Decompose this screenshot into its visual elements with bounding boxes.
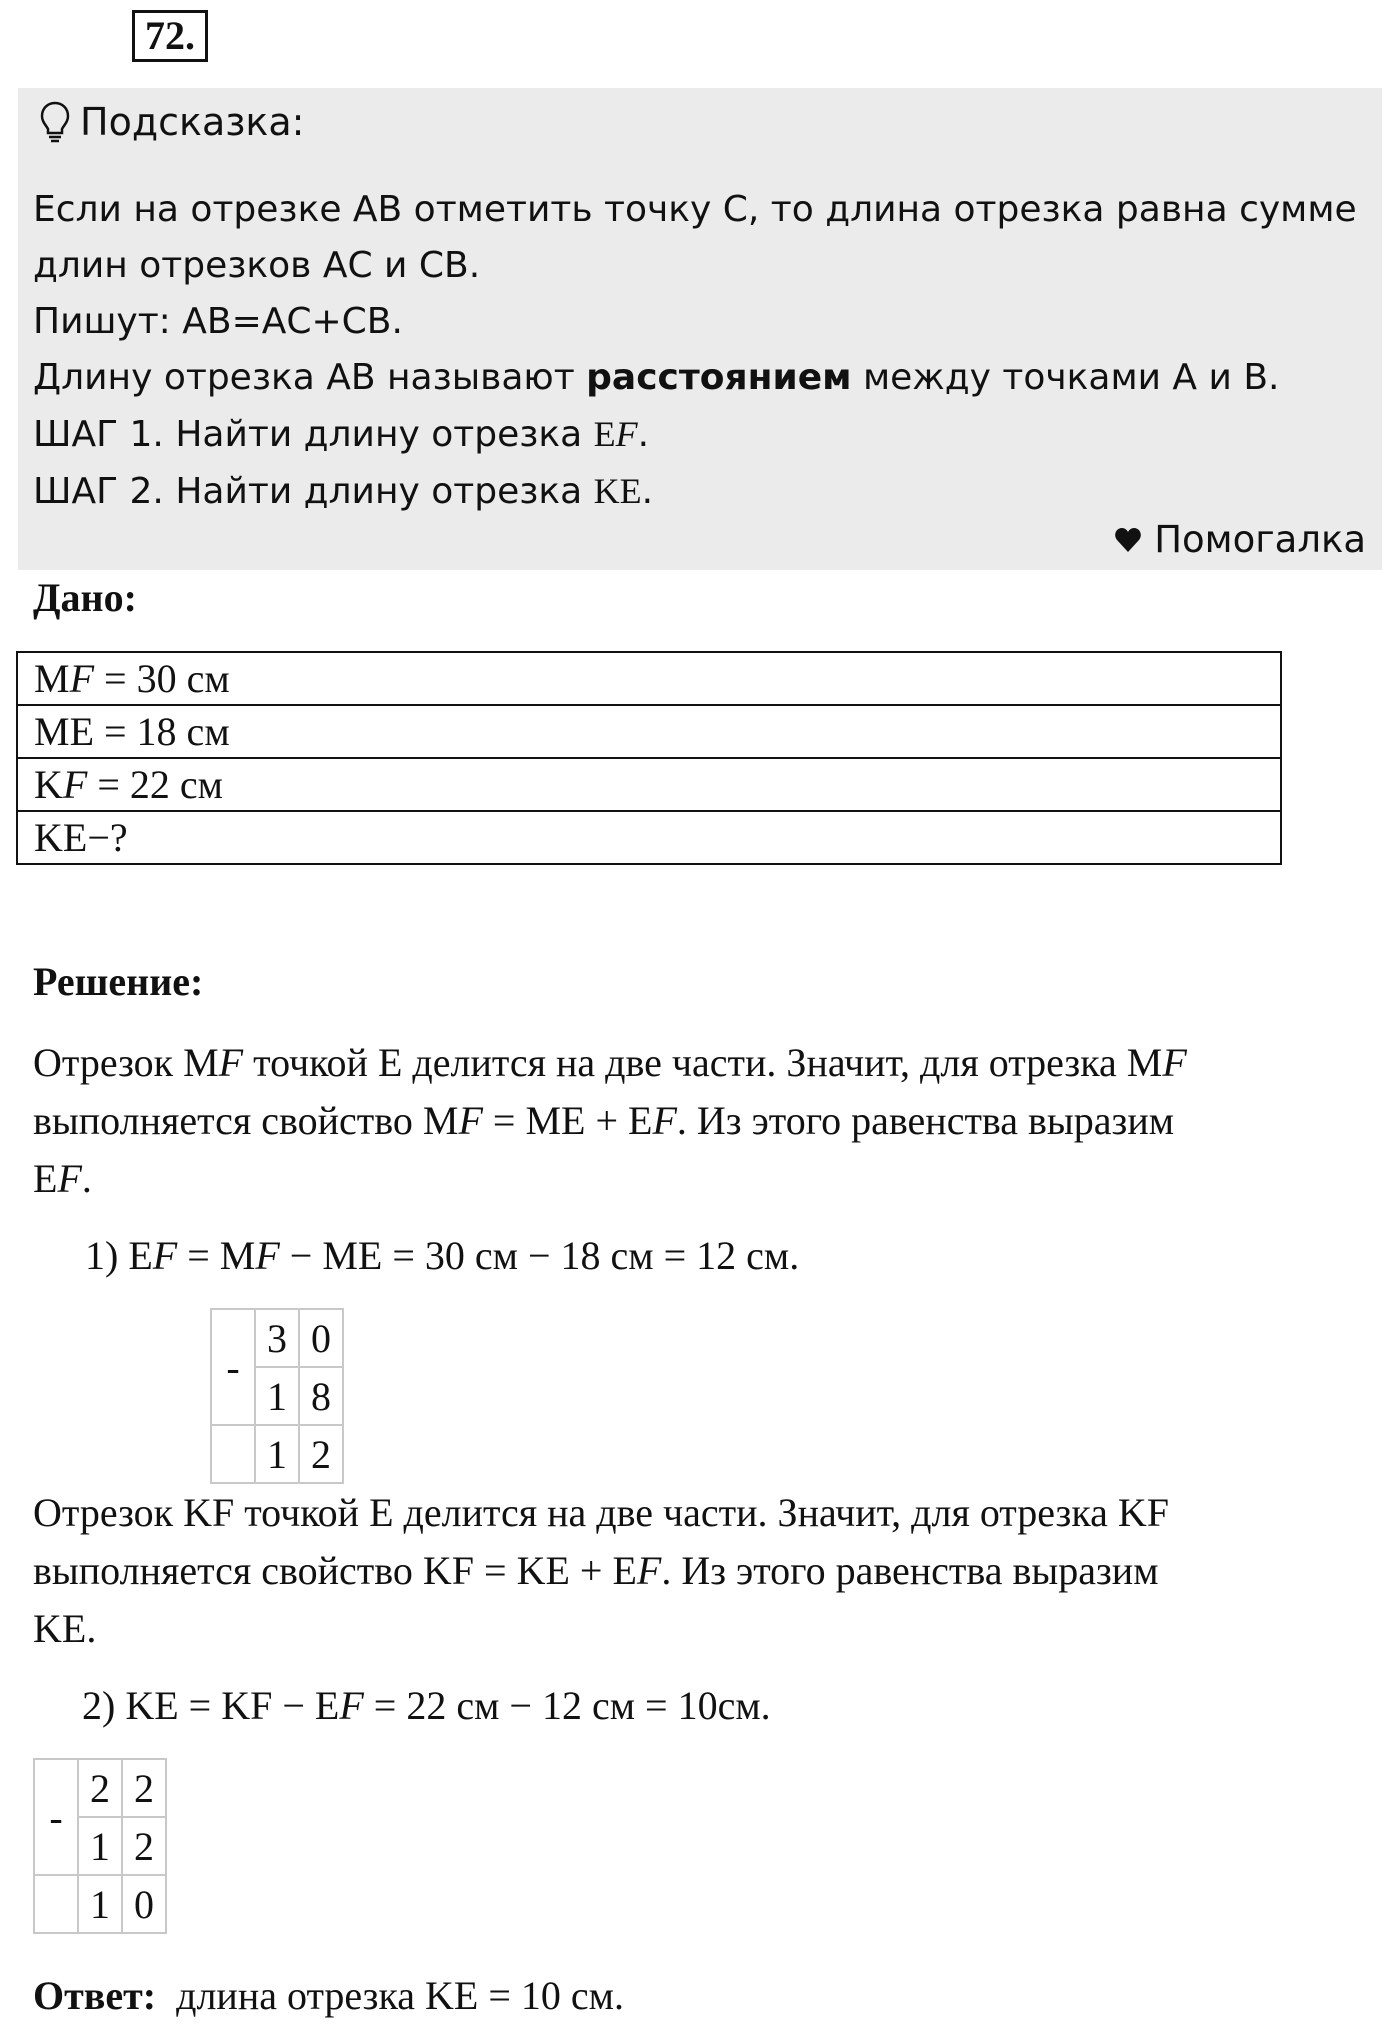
answer-text: длина отрезка KE = 10 см. <box>156 1973 624 2018</box>
empty-cell <box>211 1425 255 1483</box>
digit: 2 <box>78 1759 122 1817</box>
step1-math-italic: F <box>615 414 638 454</box>
given-title: Дано: <box>33 575 137 620</box>
digit: 1 <box>78 1875 122 1933</box>
digit: 1 <box>255 1425 299 1483</box>
hint-title: Подсказка: <box>80 100 305 144</box>
p1-l2b: F <box>458 1098 483 1143</box>
para1-line-3 <box>33 1150 1373 1208</box>
s1-b: F <box>152 1233 178 1278</box>
s2-a: 2) KE = KF − E <box>82 1683 340 1728</box>
para1-line-1 <box>33 1034 1373 1092</box>
p1-l1a: Отрезок M <box>33 1040 219 1085</box>
p1-l2a: выполняется свойство M <box>33 1098 459 1143</box>
given-c: −? <box>87 815 128 860</box>
given-row <box>17 705 1281 758</box>
step1-math: E <box>593 414 616 454</box>
p1-l2e: . Из этого равенства выразим <box>676 1098 1175 1143</box>
digit: 1 <box>255 1367 299 1425</box>
given-b: F <box>62 762 88 807</box>
given-cell <box>17 758 1281 811</box>
p2-l2a: выполняется свойство KF = KE + E <box>33 1548 637 1593</box>
given-a: ME <box>34 709 94 754</box>
help-link[interactable] <box>1114 518 1366 561</box>
hint-line-2: длин отрезков АС и СВ. <box>33 245 481 286</box>
para2-line-2 <box>33 1542 1373 1600</box>
step2-math: KE <box>593 471 642 511</box>
p1-l3a: E <box>33 1156 58 1201</box>
solution-paragraph-1 <box>33 1034 1373 1208</box>
p2-l2c: . Из этого равенства выразим <box>661 1548 1159 1593</box>
s1-d: F <box>255 1233 280 1278</box>
hint-header <box>40 100 304 144</box>
given-table <box>16 651 1282 865</box>
p1-l1b: F <box>218 1040 244 1085</box>
step1-label: ШАГ 1. <box>33 414 164 455</box>
hint-step-2 <box>33 463 1363 520</box>
given-b: F <box>69 656 95 701</box>
column-subtraction-1 <box>210 1308 344 1484</box>
hint-text <box>33 182 1363 520</box>
p1-l3c: . <box>81 1156 92 1201</box>
given-c: = 22 см <box>87 762 223 807</box>
given-cell <box>17 811 1281 864</box>
empty-cell <box>34 1875 78 1933</box>
digit: 0 <box>299 1309 343 1367</box>
para2-line-1: Отрезок KF точкой E делится на две части. Значит, для отрезка KF <box>33 1490 1170 1535</box>
lightbulb-icon <box>40 101 70 143</box>
s1-c: = M <box>177 1233 256 1278</box>
task-number: 72. <box>132 10 208 62</box>
help-label: Помогалка <box>1154 518 1366 561</box>
p1-l1c: точкой E делится на две части. Значит, для отрезка M <box>243 1040 1163 1085</box>
para1-line-2 <box>33 1092 1373 1150</box>
given-row <box>17 758 1281 811</box>
p1-l2d: F <box>652 1098 677 1143</box>
digit: 2 <box>299 1425 343 1483</box>
hint-line-1: Если на отрезке АВ отметить точку С, то длина отрезка равна сумме <box>33 189 1357 230</box>
solution-title: Решение: <box>33 959 204 1004</box>
solution-step-2 <box>82 1682 771 1729</box>
given-cell <box>17 652 1281 705</box>
minus-sign: - <box>34 1759 78 1875</box>
s2-c: = 22 см − 12 см = 10см. <box>363 1683 771 1728</box>
s1-e: − ME = 30 см − 18 см = 12 см. <box>279 1233 800 1278</box>
step2-end: . <box>641 471 654 512</box>
given-row <box>17 811 1281 864</box>
digit: 3 <box>255 1309 299 1367</box>
digit: 1 <box>78 1817 122 1875</box>
hint-step-1 <box>33 406 1363 463</box>
p1-l2c: = ME + E <box>482 1098 653 1143</box>
hint-distance-post: между точками А и В. <box>851 357 1280 398</box>
given-cell <box>17 705 1281 758</box>
digit: 2 <box>122 1759 166 1817</box>
solution-paragraph-2 <box>33 1484 1373 1658</box>
given-a: K <box>34 762 63 807</box>
answer <box>33 1972 624 2019</box>
step2-label: ШАГ 2. <box>33 471 164 512</box>
given-c: = 18 см <box>94 709 230 754</box>
p2-l2b: F <box>636 1548 662 1593</box>
p1-l1d: F <box>1162 1040 1187 1085</box>
para2-line-3: KE. <box>33 1606 97 1651</box>
answer-label: Ответ: <box>33 1973 157 2018</box>
step1-end: . <box>637 414 650 455</box>
hint-distance-term: расстоянием <box>586 357 852 398</box>
heart-icon <box>1114 527 1142 553</box>
given-c: = 30 см <box>94 656 230 701</box>
step1-text: Найти длину отрезка <box>163 414 594 455</box>
digit: 8 <box>299 1367 343 1425</box>
minus-sign: - <box>211 1309 255 1425</box>
given-a: M <box>34 656 70 701</box>
solution-step-1 <box>85 1232 799 1279</box>
step2-text: Найти длину отрезка <box>163 471 594 512</box>
p1-l3b: F <box>57 1156 82 1201</box>
digit: 0 <box>122 1875 166 1933</box>
s2-b: F <box>339 1683 364 1728</box>
s1-a: 1) E <box>85 1233 153 1278</box>
hint-line-3: Пишут: АВ=АС+СВ. <box>33 301 403 342</box>
given-row <box>17 652 1281 705</box>
hint-distance-pre: Длину отрезка АВ называют <box>33 357 587 398</box>
digit: 2 <box>122 1817 166 1875</box>
hint-distance-line <box>33 350 1363 406</box>
given-a: KE <box>34 815 88 860</box>
column-subtraction-2 <box>33 1758 167 1934</box>
